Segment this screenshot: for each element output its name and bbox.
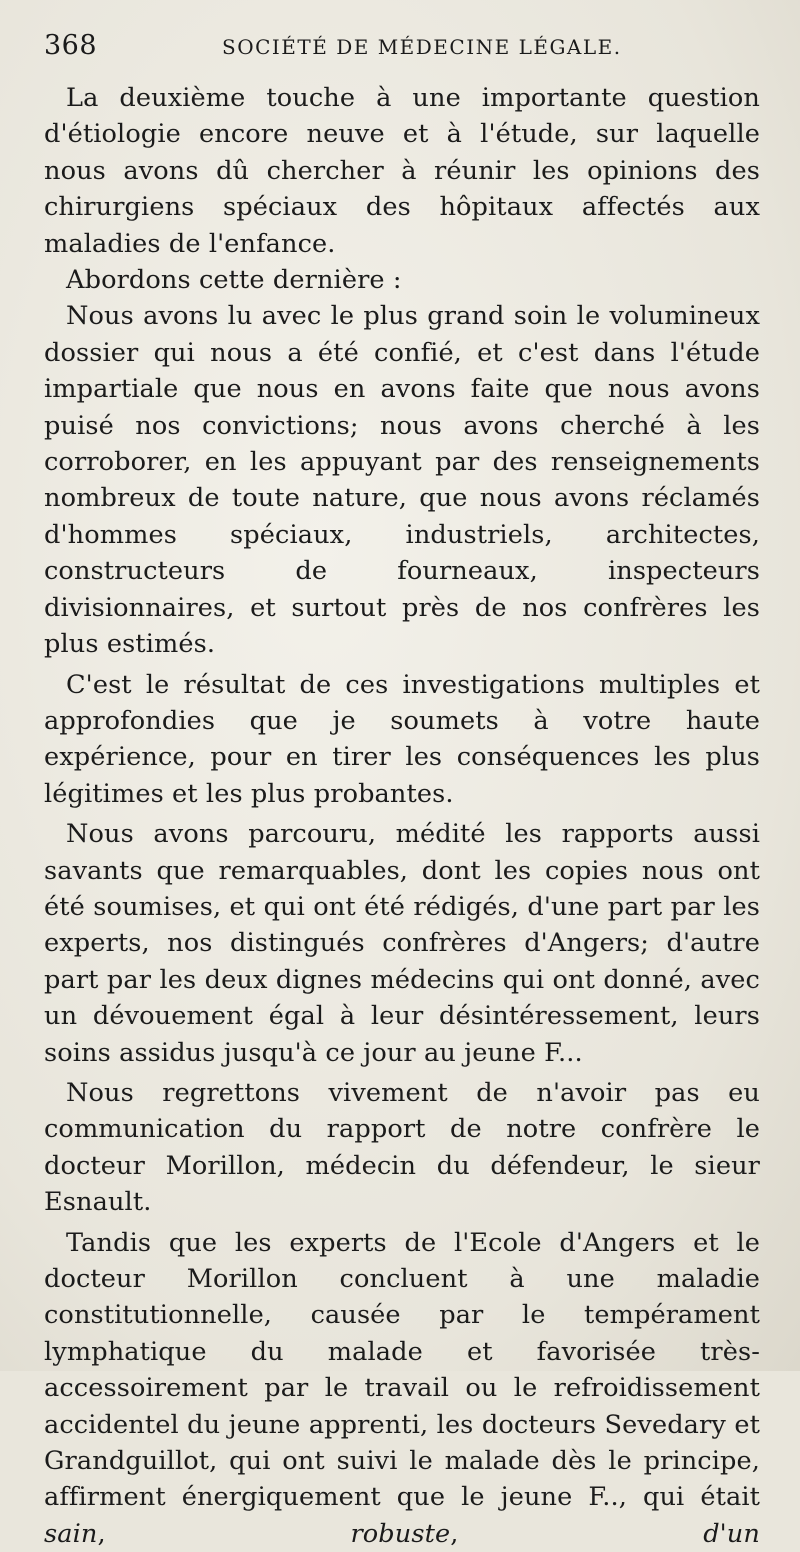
italic-word: robuste (350, 1518, 451, 1549)
paragraph-text: Tandis que les experts de l'Ecole d'Angers et le docteur Morillon concluent à une maladie constitutionnelle, causée par le tempérament lymphatique du malade et favorisée très-accessoirement par le travail ou le refroidissement accidentel du jeune apprenti, les docteurs Sevedary et Grandguillot, qui ont suivi le malade dès le principe, affirment énergiquement que le jeune F.., qui était (44, 1227, 760, 1513)
paragraph: Abordons cette dernière : (66, 265, 402, 296)
separator: , (97, 1518, 351, 1549)
separator: , (450, 1518, 704, 1549)
paragraph: Nous avons parcouru, médité les rapports aussi savants que remarquables, dont les copies nous ont été soumises, et qui ont été rédigés, d'une part par les experts, nos distingués confrères d'Angers; d'autre part par les deux dignes médecins qui ont donné, avec un dévouement égal à leur désintéressement, leurs soins assidus jusqu'à ce jour au jeune F... (44, 819, 760, 1068)
paragraph: Nous regrettons vivement de n'avoir pas eu communication du rapport de notre confrère le docteur Morillon, médecin du défendeur, le sieur Esnault. (44, 1077, 760, 1218)
paragraph-last (44, 1225, 760, 1552)
italic-word: d'un (703, 1518, 760, 1549)
paragraph: Nous avons lu avec le plus grand soin le volumineux dossier qui nous a été confié, et c'est dans l'étude impartiale que nous en avons faite que nous avons puisé nos convictions; nous avons cherché à les corroborer, en les appuyant par des renseignements nombreux de toute nature, que nous avons réclamés d'hommes spéciaux, industriels, architectes, constructeurs de fourneaux, inspecteurs divisionnaires, et surtout près de nos confrères les plus estimés. (44, 301, 760, 660)
page-header (44, 30, 760, 74)
running-title: SOCIÉTÉ DE MÉDECINE LÉGALE. (222, 35, 622, 59)
body-text (44, 80, 760, 1552)
paragraph: La deuxième touche à une importante question d'étiologie encore neuve et à l'étude, sur laquelle nous avons dû chercher à réunir les opinions des chirurgiens spéciaux des hôpitaux affectés aux maladies de l'enfance. (44, 83, 760, 259)
page-number: 368 (44, 30, 98, 61)
paragraph: C'est le résultat de ces investigations multiples et approfondies que je soumets à votre haute expérience, pour en tirer les conséquences les plus légitimes et les plus probantes. (44, 669, 760, 809)
italic-word: sain (44, 1518, 98, 1549)
